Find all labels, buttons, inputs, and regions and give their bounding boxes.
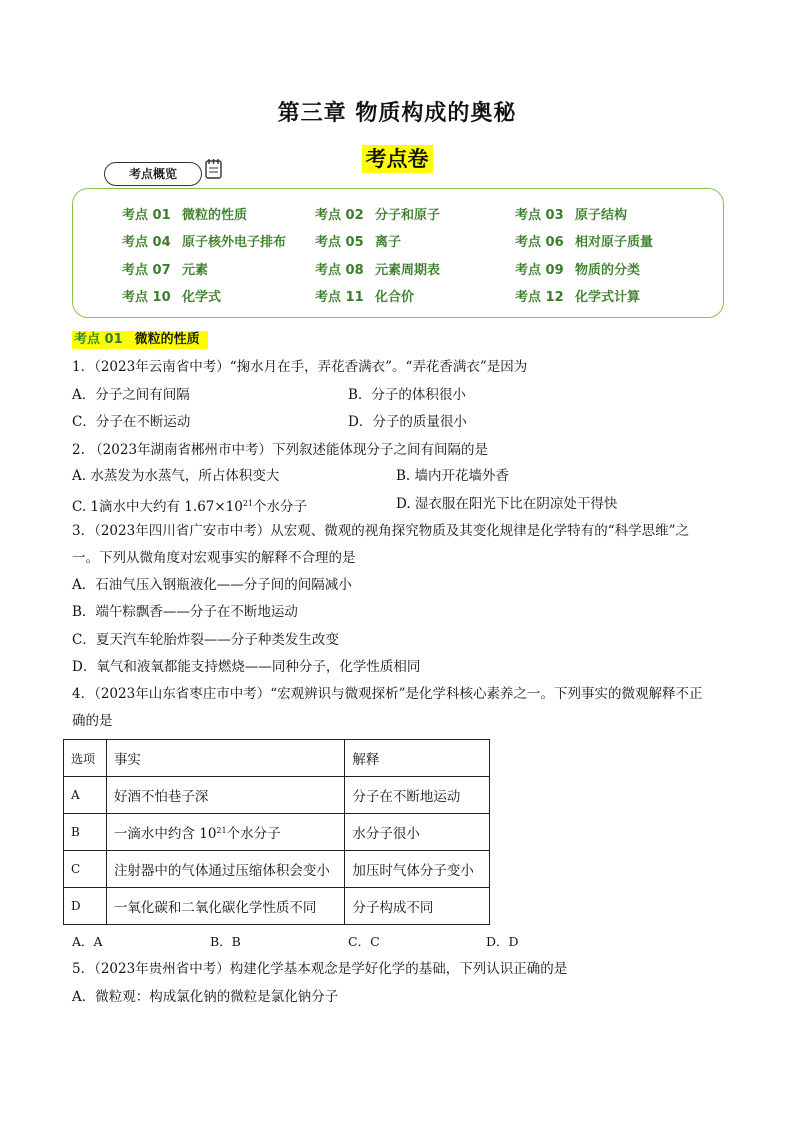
question-3-stem: 3．（2023年四川省广安市中考）从宏观、微观的视角探究物质及其变化规律是化学特有的“科学思维”之 bbox=[72, 523, 689, 539]
question-3-option-d: D．氧气和液氧都能支持燃烧——同种分子，化学性质相同 bbox=[72, 659, 421, 675]
question-2-option-a: A. 水蒸发为水蒸气，所占体积变大 bbox=[72, 468, 280, 484]
question-4-option-d: D．D bbox=[486, 934, 519, 949]
question-1-option-c: C．分子在不断运动 bbox=[72, 414, 191, 430]
table-cell: A bbox=[64, 777, 107, 814]
table-cell: 水分子很小 bbox=[345, 814, 490, 851]
question-2-option-d: D. 湿衣服在阳光下比在阴凉处干得快 bbox=[396, 496, 618, 512]
table-row bbox=[64, 814, 490, 851]
page-subtitle: 考点卷 bbox=[362, 145, 433, 173]
overview-item: 考点 04 原子核外电子排布 bbox=[122, 235, 287, 250]
question-5-stem: 5．（2023年贵州省中考）构建化学基本观念是学好化学的基础，下列认识正确的是 bbox=[72, 961, 568, 977]
overview-item: 考点 12 化学式计算 bbox=[515, 290, 641, 305]
table-cell: 注射器中的气体通过压缩体积会变小 bbox=[106, 851, 344, 888]
overview-item: 考点 08 元素周期表 bbox=[315, 263, 441, 278]
question-2-option-c: C. 1滴水中大约有 $1.67\times 10^{21}$个水分子 bbox=[72, 499, 308, 515]
question-3-option-c: C．夏天汽车轮胎炸裂——分子种类发生改变 bbox=[72, 632, 339, 648]
overview-item: 考点 10 化学式 bbox=[122, 290, 222, 305]
table-row bbox=[64, 851, 490, 888]
overview-item: 考点 01 微粒的性质 bbox=[122, 208, 248, 223]
question-4-option-c: C．C bbox=[348, 934, 380, 949]
overview-item: 考点 05 离子 bbox=[315, 235, 402, 250]
question-1-stem: 1．（2023年云南省中考）“掬水月在手，弄花香满衣”。“弄花香满衣”是因为 bbox=[72, 359, 528, 375]
table-row bbox=[64, 777, 490, 814]
table-cell: D bbox=[64, 888, 107, 925]
question-3-option-a: A．石油气压入钢瓶液化——分子间的间隔减小 bbox=[72, 577, 352, 593]
facts-table bbox=[63, 739, 490, 925]
question-2-option-b: B. 墙内开花墙外香 bbox=[396, 468, 510, 484]
table-cell: 一滴水中约含 $10^{21}$个水分子 bbox=[106, 814, 344, 851]
question-1-option-b: B．分子的体积很小 bbox=[348, 387, 466, 403]
table-cell: 好酒不怕巷子深 bbox=[106, 777, 344, 814]
question-3-option-b: B．端午粽飘香——分子在不断地运动 bbox=[72, 604, 298, 620]
overview-item: 考点 03 原子结构 bbox=[515, 208, 628, 223]
table-header: 选项 bbox=[64, 740, 107, 777]
overview-item: 考点 06 相对原子质量 bbox=[515, 235, 654, 250]
question-4-stem: 4．（2023年山东省枣庄市中考）“宏观辨识与微观探析”是化学科核心素养之一。下列事实的微观解释不正 bbox=[72, 686, 703, 702]
table-cell: 加压时气体分子变小 bbox=[345, 851, 490, 888]
notebook-icon bbox=[204, 158, 224, 180]
table-cell: 分子构成不同 bbox=[345, 888, 490, 925]
table-cell: 分子在不断地运动 bbox=[345, 777, 490, 814]
table-header-row bbox=[64, 740, 490, 777]
question-1-option-a: A．分子之间有间隔 bbox=[72, 387, 190, 403]
table-row bbox=[64, 888, 490, 925]
overview-tab bbox=[104, 158, 222, 194]
table-cell: B bbox=[64, 814, 107, 851]
question-1-option-d: D．分子的质量很小 bbox=[348, 414, 467, 430]
overview-item: 考点 09 物质的分类 bbox=[515, 263, 641, 278]
table-header: 事实 bbox=[106, 740, 344, 777]
question-4-stem-cont: 确的是 bbox=[72, 713, 113, 729]
question-2-stem: 2. （2023年湖南省郴州市中考）下列叙述能体现分子之间有间隔的是 bbox=[72, 442, 489, 458]
question-3-stem-cont: 一。下列从微角度对宏观事实的解释不合理的是 bbox=[72, 550, 356, 566]
page-title: 第三章 物质构成的奥秘 bbox=[277, 101, 517, 126]
question-4-option-b: B．B bbox=[210, 934, 241, 949]
overview-label: 考点概览 bbox=[128, 167, 177, 181]
table-header: 解释 bbox=[345, 740, 490, 777]
overview-item: 考点 11 化合价 bbox=[315, 290, 415, 305]
question-5-option-a: A．微粒观：构成氯化钠的微粒是氯化钠分子 bbox=[72, 989, 339, 1005]
table-cell: 一氧化碳和二氧化碳化学性质不同 bbox=[106, 888, 344, 925]
section-heading: 考点 01 微粒的性质 bbox=[72, 331, 208, 349]
overview-item: 考点 02 分子和原子 bbox=[315, 208, 441, 223]
overview-item: 考点 07 元素 bbox=[122, 263, 209, 278]
table-cell: C bbox=[64, 851, 107, 888]
question-4-option-a: A．A bbox=[72, 934, 103, 949]
